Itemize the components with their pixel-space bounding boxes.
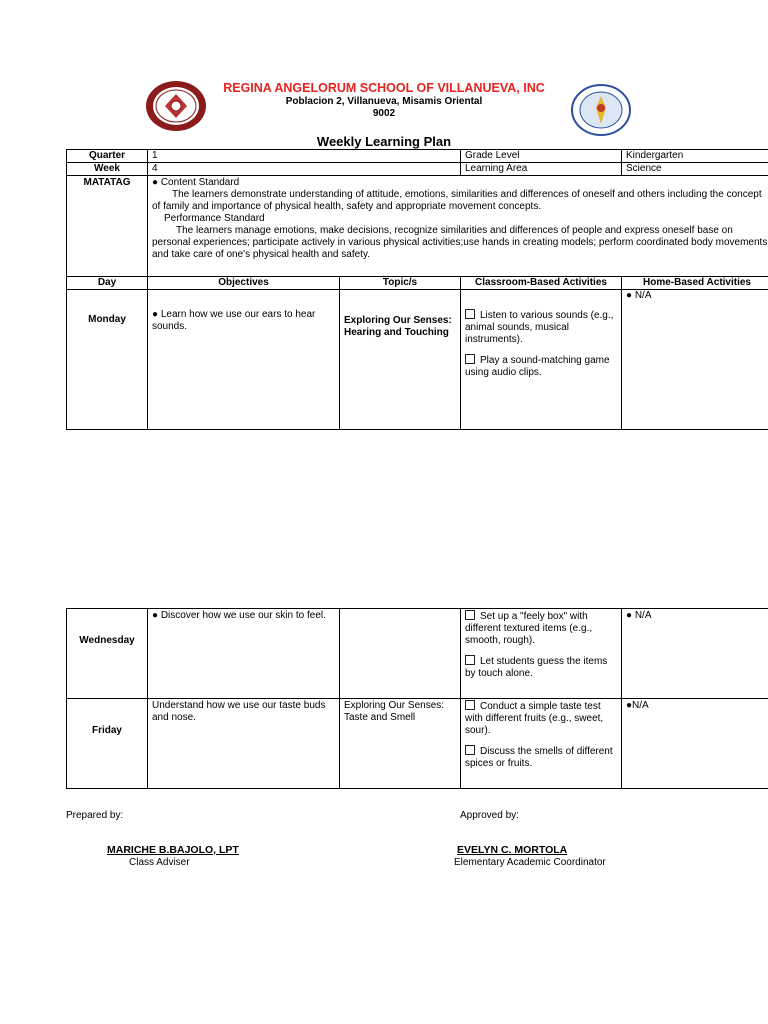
- column-header-topics: Topic/s: [340, 277, 461, 290]
- table-row: [67, 699, 768, 789]
- prepared-by-role: Class Adviser: [129, 857, 190, 868]
- friday-activity-1: Conduct a simple taste test with different fruits (e.g., sweet, sour).: [465, 701, 604, 736]
- monday-objective: ● Learn how we use our ears to hear sounds.: [148, 290, 340, 430]
- checkbox-icon: [465, 309, 475, 319]
- wednesday-home: ● N/A: [622, 609, 768, 699]
- checkbox-icon: [465, 745, 475, 755]
- table-row: [67, 290, 768, 430]
- friday-topic: Exploring Our Senses: Taste and Smell: [340, 699, 461, 789]
- quarter-label: Quarter: [67, 150, 148, 163]
- week-value: 4: [148, 163, 461, 176]
- plan-table-top: [66, 149, 768, 430]
- friday-home: ●N/A: [622, 699, 768, 789]
- day-friday: Friday: [67, 699, 148, 789]
- matatag-label: MATATAG: [67, 176, 148, 277]
- monday-topic: Exploring Our Senses: Hearing and Touching: [340, 290, 461, 430]
- monday-activities: [461, 290, 622, 430]
- area-value: Science: [622, 163, 768, 176]
- approved-by-label: Approved by:: [460, 810, 519, 821]
- monday-home: ● N/A: [622, 290, 768, 430]
- checkbox-icon: [465, 354, 475, 364]
- friday-objective: Understand how we use our taste buds and nose.: [148, 699, 340, 789]
- checkbox-icon: [465, 655, 475, 665]
- column-header-home: Home-Based Activities: [622, 277, 768, 290]
- area-label: Learning Area: [461, 163, 622, 176]
- quarter-value: 1: [148, 150, 461, 163]
- wednesday-topic: [340, 609, 461, 699]
- grade-value: Kindergarten: [622, 150, 768, 163]
- week-label: Week: [67, 163, 148, 176]
- wednesday-activity-1: Set up a "feely box" with different textured items (e.g., smooth, rough).: [465, 611, 593, 646]
- column-header-classroom: Classroom-Based Activities: [461, 277, 622, 290]
- day-wednesday: Wednesday: [67, 609, 148, 699]
- approved-by-role: Elementary Academic Coordinator: [454, 857, 606, 868]
- prepared-by-name: MARICHE B.BAJOLO, LPT: [107, 844, 239, 856]
- prepared-by-label: Prepared by:: [66, 810, 124, 821]
- school-name: REGINA ANGELORUM SCHOOL OF VILLANUEVA, INC: [223, 81, 545, 95]
- column-header-day: Day: [67, 277, 148, 290]
- content-standard-text: The learners demonstrate understanding of attitude, emotions, similarities and differences of oneself and others including the concept of family and importance of physical health, safety and appropriate movement concepts.: [152, 189, 762, 212]
- standards-cell: [148, 176, 768, 277]
- checkbox-icon: [465, 700, 475, 710]
- day-monday: Monday: [67, 290, 148, 430]
- approved-by-name: EVELYN C. MORTOLA: [457, 844, 568, 856]
- column-header-objectives: Objectives: [148, 277, 340, 290]
- table-row: [67, 609, 768, 699]
- grade-label: Grade Level: [461, 150, 622, 163]
- page-title: Weekly Learning Plan: [316, 134, 452, 149]
- performance-standard-label: Performance Standard: [164, 213, 265, 224]
- school-address: Poblacion 2, Villanueva, Misamis Oriental: [285, 96, 483, 107]
- monday-activity-2: Play a sound-matching game using audio clips.: [465, 355, 610, 378]
- content-standard-label: ● Content Standard: [152, 177, 240, 188]
- wednesday-activity-2: Let students guess the items by touch alone.: [465, 656, 608, 679]
- checkbox-icon: [465, 610, 475, 620]
- friday-activity-2: Discuss the smells of different spices or fruits.: [465, 746, 613, 769]
- performance-standard-text: The learners manage emotions, make decisions, recognize similarities and differences of people and express oneself base on personal experiences; participate actively in various physical activities;use hands in creating models; perform coordinated body movements and take care of one's physical health and safety.: [152, 225, 768, 260]
- wednesday-objective: ● Discover how we use our skin to feel.: [148, 609, 340, 699]
- friday-activities: [461, 699, 622, 789]
- wednesday-activities: [461, 609, 622, 699]
- plan-table-bottom: [66, 608, 768, 789]
- school-zip: 9002: [372, 108, 396, 119]
- monday-activity-1: Listen to various sounds (e.g., animal sounds, musical instruments).: [465, 310, 614, 345]
